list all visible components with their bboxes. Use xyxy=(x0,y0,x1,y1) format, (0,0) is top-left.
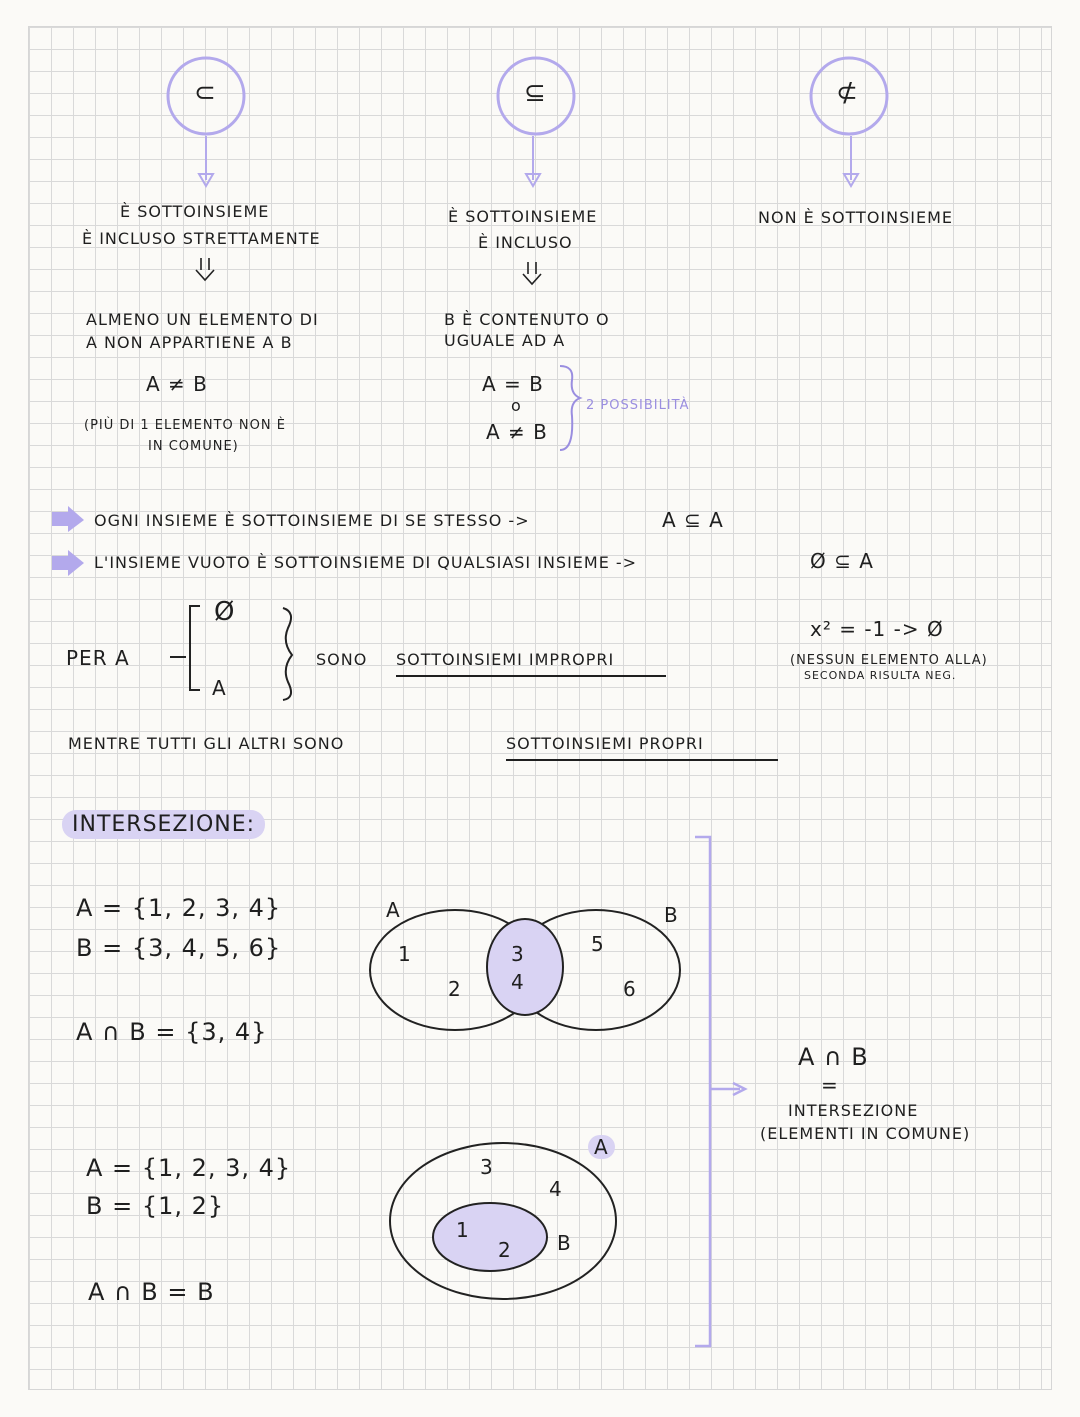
venn1-only-a-2: 2 xyxy=(448,977,462,1001)
summary-symbol: A ∩ B xyxy=(798,1043,869,1071)
improper-sono: SONO xyxy=(316,650,368,669)
venn1-only-b-1: 5 xyxy=(591,932,605,956)
rule2-math: Ø ⊆ A xyxy=(810,549,874,573)
ex1-set-b: B = {3, 4, 5, 6} xyxy=(76,934,282,962)
col1-note1: (PIÙ DI 1 ELEMENTO NON È xyxy=(84,418,286,433)
summary-note: (ELEMENTI IN COMUNE) xyxy=(760,1124,971,1143)
improper-a: A xyxy=(212,676,227,700)
proper-label: SOTTOINSIEMI PROPRI xyxy=(506,734,778,761)
venn2-inner-1: 1 xyxy=(456,1218,470,1242)
venn1-label-b: B xyxy=(664,903,679,927)
col3-line1: NON È SOTTOINSIEME xyxy=(758,208,954,227)
col2-desc2: UGUALE AD A xyxy=(444,331,566,350)
venn1-only-a-1: 1 xyxy=(398,942,412,966)
col2-line1: È SOTTOINSIEME xyxy=(448,207,598,226)
improper-per: PER A xyxy=(66,646,130,670)
ex1-result: A ∩ B = {3, 4} xyxy=(76,1018,268,1046)
col1-desc2: A NON APPARTIENE A B xyxy=(86,333,293,352)
intersection-heading: INTERSEZIONE: xyxy=(62,810,265,839)
ex2-set-b: B = {1, 2} xyxy=(86,1192,225,1220)
improper-example-note2: SECONDA RISULTA NEG. xyxy=(804,669,957,682)
venn1-both-1: 3 xyxy=(511,942,525,966)
venn1-both-2: 4 xyxy=(511,970,525,994)
venn2-label-b: B xyxy=(557,1231,572,1255)
venn2-inner-2: 2 xyxy=(498,1238,512,1262)
ex1-set-a: A = {1, 2, 3, 4} xyxy=(76,894,282,922)
rule2-text: L'INSIEME VUOTO È SOTTOINSIEME DI QUALSIASI INSIEME -> xyxy=(94,553,638,572)
col1-line2: È INCLUSO STRETTAMENTE xyxy=(82,229,321,248)
venn1-only-b-2: 6 xyxy=(623,977,637,1001)
col2-eq2: A ≠ B xyxy=(486,420,548,444)
venn2-outer-2: 4 xyxy=(549,1177,563,1201)
col2-possibilities: 2 POSSIBILITÀ xyxy=(586,398,690,413)
venn2-outer-1: 3 xyxy=(480,1155,494,1179)
ex2-set-a: A = {1, 2, 3, 4} xyxy=(86,1154,292,1182)
rule1-math: A ⊆ A xyxy=(662,508,724,532)
col2-eq1: A = B xyxy=(482,372,544,396)
col1-line1: È SOTTOINSIEME xyxy=(120,202,270,221)
col2-or: o xyxy=(511,396,522,415)
col2-line2: È INCLUSO xyxy=(478,233,573,252)
venn1-label-a: A xyxy=(386,898,401,922)
venn2-label-a: A xyxy=(588,1135,615,1159)
rule1-text: OGNI INSIEME È SOTTOINSIEME DI SE STESSO -> xyxy=(94,511,530,530)
improper-empty: Ø xyxy=(214,597,236,627)
proper-text: MENTRE TUTTI GLI ALTRI SONO xyxy=(68,734,345,753)
improper-label: SOTTOINSIEMI IMPROPRI xyxy=(396,650,666,677)
improper-example: x² = -1 -> Ø xyxy=(810,617,944,641)
summary-title: INTERSEZIONE xyxy=(788,1101,919,1120)
col1-formula: A ≠ B xyxy=(146,372,208,396)
not-subset-symbol: ⊄ xyxy=(836,78,859,108)
col1-note2: IN COMUNE) xyxy=(148,439,239,454)
improper-example-note1: (NESSUN ELEMENTO ALLA) xyxy=(790,653,988,668)
subset-or-equal-symbol: ⊆ xyxy=(524,78,547,108)
col1-desc1: ALMENO UN ELEMENTO DI xyxy=(86,310,319,329)
proper-subset-symbol: ⊂ xyxy=(194,78,217,108)
col2-desc1: B È CONTENUTO O xyxy=(444,310,610,329)
ex2-result: A ∩ B = B xyxy=(88,1278,215,1306)
summary-eq: = xyxy=(821,1073,839,1097)
